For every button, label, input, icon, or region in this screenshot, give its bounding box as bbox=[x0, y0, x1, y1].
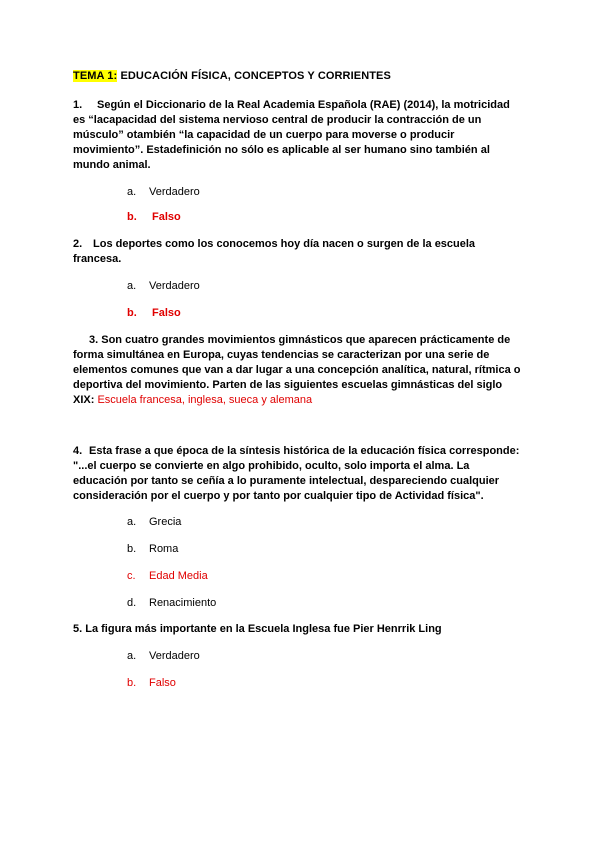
q1-option-b-correct[interactable] bbox=[127, 210, 181, 224]
question-4 bbox=[73, 444, 523, 504]
q1-option-a[interactable] bbox=[127, 185, 200, 199]
question-number: 4. bbox=[73, 445, 83, 457]
option-letter: c. bbox=[127, 570, 136, 582]
q4-option-d[interactable] bbox=[127, 596, 216, 610]
question-text: La figura más importante en la Escuela Inglesa fue Pier Henrrik Ling bbox=[85, 623, 442, 635]
option-letter: d. bbox=[127, 597, 137, 609]
question-text: Los deportes como los conocemos hoy día nacen o surgen de la escuela francesa. bbox=[73, 238, 476, 265]
option-letter: b. bbox=[127, 543, 137, 555]
option-label: Edad Media bbox=[149, 570, 208, 582]
page-title bbox=[73, 70, 391, 82]
question-3 bbox=[73, 333, 523, 408]
q4-option-a[interactable] bbox=[127, 515, 181, 529]
question-answer: Escuela francesa, inglesa, sueca y alemana bbox=[94, 394, 313, 406]
option-letter: b. bbox=[127, 307, 137, 319]
question-number: 2. bbox=[73, 238, 83, 250]
question-text: Son cuatro grandes movimientos gimnásticos que aparecen prácticamente de forma simultánea en Europa, cuyas tendencias se caracterizan por una serie de elementos comunes que van a dar lugar a una concepción analítica, natural, rítmica o deportiva del movimiento. Parten de las siguientes escuelas gimnásticas del siglo XIX: bbox=[73, 334, 521, 406]
question-text: Esta frase a que época de la síntesis histórica de la educación física corresponde: "...el cuerpo se convierte en algo prohibido, oculto, solo importa el alma. La educación por tanto se ceñía a lo puramente intelectual, despareciendo cualquier consideración por el cuerpo y por tanto por cualquier tipo de Actividad física". bbox=[73, 445, 520, 502]
option-label: Grecia bbox=[149, 516, 182, 528]
option-letter: a. bbox=[127, 186, 137, 198]
option-label: Falso bbox=[149, 677, 176, 689]
topic-label: TEMA 1: bbox=[73, 70, 118, 82]
q5-option-b-correct[interactable] bbox=[127, 676, 176, 690]
question-number: 5. bbox=[73, 623, 83, 635]
question-number: 3. bbox=[89, 334, 99, 346]
option-letter: a. bbox=[127, 650, 137, 662]
question-5 bbox=[73, 622, 553, 637]
question-1 bbox=[73, 98, 523, 173]
option-label: Verdadero bbox=[149, 280, 200, 292]
option-label: Roma bbox=[149, 543, 179, 555]
q4-option-b[interactable] bbox=[127, 542, 178, 556]
option-letter: a. bbox=[127, 516, 137, 528]
option-letter: b. bbox=[127, 677, 137, 689]
option-letter: a. bbox=[127, 280, 137, 292]
q2-option-b-correct[interactable] bbox=[127, 306, 181, 320]
q5-option-a[interactable] bbox=[127, 649, 200, 663]
q4-option-c-correct[interactable] bbox=[127, 569, 208, 583]
q2-option-a[interactable] bbox=[127, 279, 200, 293]
option-label: Verdadero bbox=[149, 650, 200, 662]
option-letter: b. bbox=[127, 211, 137, 223]
question-text: Según el Diccionario de la Real Academia Española (RAE) (2014), la motricidad es “lacapacidad del sistema nervioso central de producir la contracción de un músculo” otambién “la capacidad de un cuerpo para moverse o producir movimiento”. Estadefinición no sólo es aplicable al ser humano sino también al mundo animal. bbox=[73, 99, 510, 171]
option-label: Falso bbox=[152, 307, 181, 319]
option-label: Verdadero bbox=[149, 186, 200, 198]
option-label: Falso bbox=[152, 211, 181, 223]
question-number: 1. bbox=[73, 99, 83, 111]
topic-title: EDUCACIÓN FÍSICA, CONCEPTOS Y CORRIENTES bbox=[117, 70, 391, 82]
question-2 bbox=[73, 237, 523, 267]
option-label: Renacimiento bbox=[149, 597, 217, 609]
